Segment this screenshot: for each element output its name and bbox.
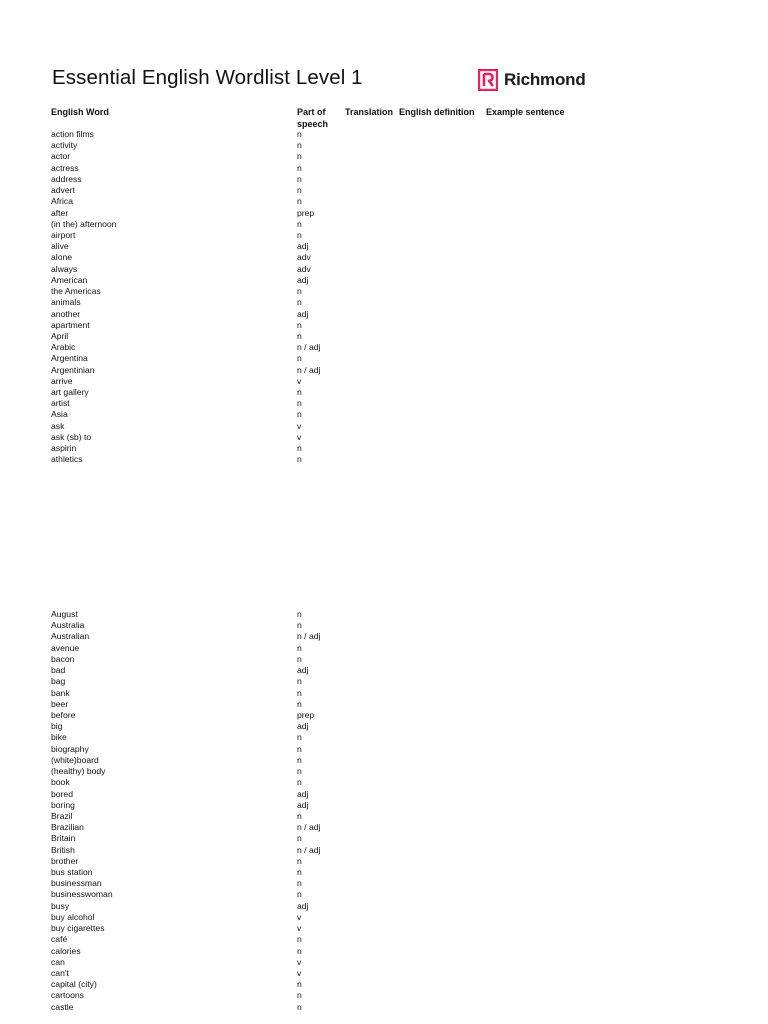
part-of-speech: n (297, 867, 302, 878)
part-of-speech: n (297, 889, 302, 900)
english-word: Brazil (51, 810, 73, 821)
english-word: Britain (51, 833, 76, 844)
brand-name: Richmond (504, 70, 586, 89)
part-of-speech: n (297, 855, 302, 866)
part-of-speech: n (297, 743, 302, 754)
part-of-speech: adj (297, 241, 309, 252)
english-word: bank (51, 687, 70, 698)
english-word: British (51, 844, 75, 855)
english-word: buy cigarettes (51, 923, 105, 934)
english-word: Australian (51, 631, 90, 642)
english-word: capital (city) (51, 979, 97, 990)
part-of-speech: prep (297, 207, 315, 218)
english-word: airport (51, 229, 76, 240)
english-word: alive (51, 241, 69, 252)
part-of-speech: v (297, 956, 302, 967)
part-of-speech: n (297, 353, 302, 364)
column-header-part-of-speech (297, 106, 328, 130)
english-word: another (51, 308, 81, 319)
richmond-logo (478, 69, 586, 91)
part-of-speech: adj (297, 721, 309, 732)
english-word: avenue (51, 642, 80, 653)
english-word: boring (51, 799, 75, 810)
english-word: bacon (51, 653, 75, 664)
english-word: athletics (51, 454, 83, 465)
richmond-logo-icon (478, 69, 498, 91)
part-of-speech: v (297, 911, 302, 922)
part-of-speech: n (297, 653, 302, 664)
part-of-speech: n (297, 454, 302, 465)
english-word: biography (51, 743, 89, 754)
part-of-speech: n (297, 676, 302, 687)
part-of-speech: n (297, 151, 302, 162)
part-of-speech: n (297, 642, 302, 653)
english-word: address (51, 173, 82, 184)
part-of-speech: n (297, 687, 302, 698)
part-of-speech: n (297, 443, 302, 454)
part-of-speech: v (297, 968, 302, 978)
part-of-speech: n (297, 196, 302, 207)
part-of-speech: v (297, 375, 302, 386)
english-word: beer (51, 698, 69, 709)
part-of-speech: n / adj (297, 822, 321, 833)
part-of-speech: adv (297, 252, 311, 263)
english-word: big (51, 721, 63, 732)
part-of-speech: n (297, 698, 302, 709)
english-word: busy (51, 900, 70, 911)
part-of-speech: n / adj (297, 342, 321, 353)
english-word: actor (51, 151, 71, 162)
part-of-speech: n (297, 777, 302, 788)
english-word: can't (51, 968, 69, 978)
part-of-speech: v (297, 420, 302, 431)
part-of-speech: adj (297, 799, 309, 810)
english-word: (white)board (51, 754, 99, 765)
english-word: buy alcohol (51, 911, 95, 922)
part-of-speech: n (297, 810, 302, 821)
english-word: ask (51, 420, 65, 431)
english-word: Asia (51, 409, 68, 420)
part-of-speech: v (297, 923, 302, 934)
column-header-pos-line2: speech (297, 119, 329, 129)
english-word: August (51, 609, 78, 619)
part-of-speech: n (297, 979, 302, 990)
english-word: Africa (51, 196, 73, 207)
part-of-speech: n (297, 398, 302, 409)
part-of-speech: n (297, 173, 302, 184)
english-word: arrive (51, 375, 73, 386)
part-of-speech: n (297, 934, 302, 945)
part-of-speech: n (297, 732, 302, 743)
part-of-speech: prep (297, 709, 315, 720)
part-of-speech: n (297, 387, 302, 398)
part-of-speech: adj (297, 788, 309, 799)
part-of-speech: n / adj (297, 631, 321, 642)
part-of-speech: n (297, 620, 302, 631)
english-word: can (51, 956, 65, 967)
part-of-speech: n (297, 129, 302, 139)
english-word: bad (51, 665, 66, 676)
english-word: April (51, 330, 69, 341)
english-word: Argentinian (51, 364, 95, 375)
english-word: bus station (51, 867, 93, 878)
english-word: bag (51, 676, 66, 687)
english-word: always (51, 263, 78, 274)
english-word: cartoons (51, 990, 84, 1001)
english-word: actress (51, 162, 79, 173)
part-of-speech: n (297, 609, 302, 619)
part-of-speech: n (297, 330, 302, 341)
part-of-speech: n (297, 319, 302, 330)
english-word: activity (51, 140, 78, 151)
english-word: advert (51, 185, 75, 196)
part-of-speech: n (297, 297, 302, 308)
english-word: brother (51, 855, 79, 866)
english-word: after (51, 207, 69, 218)
column-header-pos-line1: Part of (297, 107, 326, 117)
english-word: castle (51, 1001, 74, 1012)
part-of-speech: n (297, 1001, 302, 1012)
column-header-example-sentence: Example sentence (486, 107, 565, 117)
english-word: businesswoman (51, 889, 113, 900)
english-word: calories (51, 945, 81, 956)
english-word: businessman (51, 878, 102, 889)
part-of-speech: n (297, 286, 302, 297)
english-word: ask (sb) to (51, 431, 92, 442)
column-header-english-definition: English definition (399, 107, 475, 117)
english-word: American (51, 274, 88, 285)
part-of-speech: n (297, 766, 302, 777)
part-of-speech: adj (297, 274, 309, 285)
english-word: Brazilian (51, 822, 84, 833)
english-word: animals (51, 297, 81, 308)
part-of-speech: adj (297, 900, 309, 911)
part-of-speech: n (297, 754, 302, 765)
english-word: book (51, 777, 70, 788)
english-word: bike (51, 732, 67, 743)
english-word: Arabic (51, 342, 76, 353)
part-of-speech: n (297, 229, 302, 240)
part-of-speech: adv (297, 263, 311, 274)
part-of-speech: n (297, 833, 302, 844)
part-of-speech: n (297, 218, 302, 229)
english-word: action films (51, 129, 94, 139)
column-header-english-word: English Word (51, 107, 109, 117)
english-word: the Americas (51, 286, 101, 297)
english-word: Australia (51, 620, 85, 631)
part-of-speech: n (297, 185, 302, 196)
part-of-speech: n (297, 945, 302, 956)
part-of-speech: n (297, 140, 302, 151)
page-title: Essential English Wordlist Level 1 (52, 66, 363, 89)
part-of-speech: n / adj (297, 364, 321, 375)
part-of-speech: n (297, 878, 302, 889)
english-word: café (51, 934, 68, 945)
part-of-speech: v (297, 431, 302, 442)
part-of-speech: n / adj (297, 844, 321, 855)
part-of-speech: n (297, 409, 302, 420)
english-word: bored (51, 788, 73, 799)
english-word: apartment (51, 319, 90, 330)
english-word: aspirin (51, 443, 77, 454)
english-word: (healthy) body (51, 766, 106, 777)
part-of-speech: adj (297, 665, 309, 676)
english-word: art gallery (51, 387, 89, 398)
english-word: artist (51, 398, 70, 409)
part-of-speech: adj (297, 308, 309, 319)
english-word: Argentina (51, 353, 88, 364)
english-word: (in the) afternoon (51, 218, 117, 229)
part-of-speech: n (297, 162, 302, 173)
part-of-speech: n (297, 990, 302, 1001)
english-word: alone (51, 252, 73, 263)
column-header-translation: Translation (345, 107, 394, 117)
english-word: before (51, 709, 76, 720)
